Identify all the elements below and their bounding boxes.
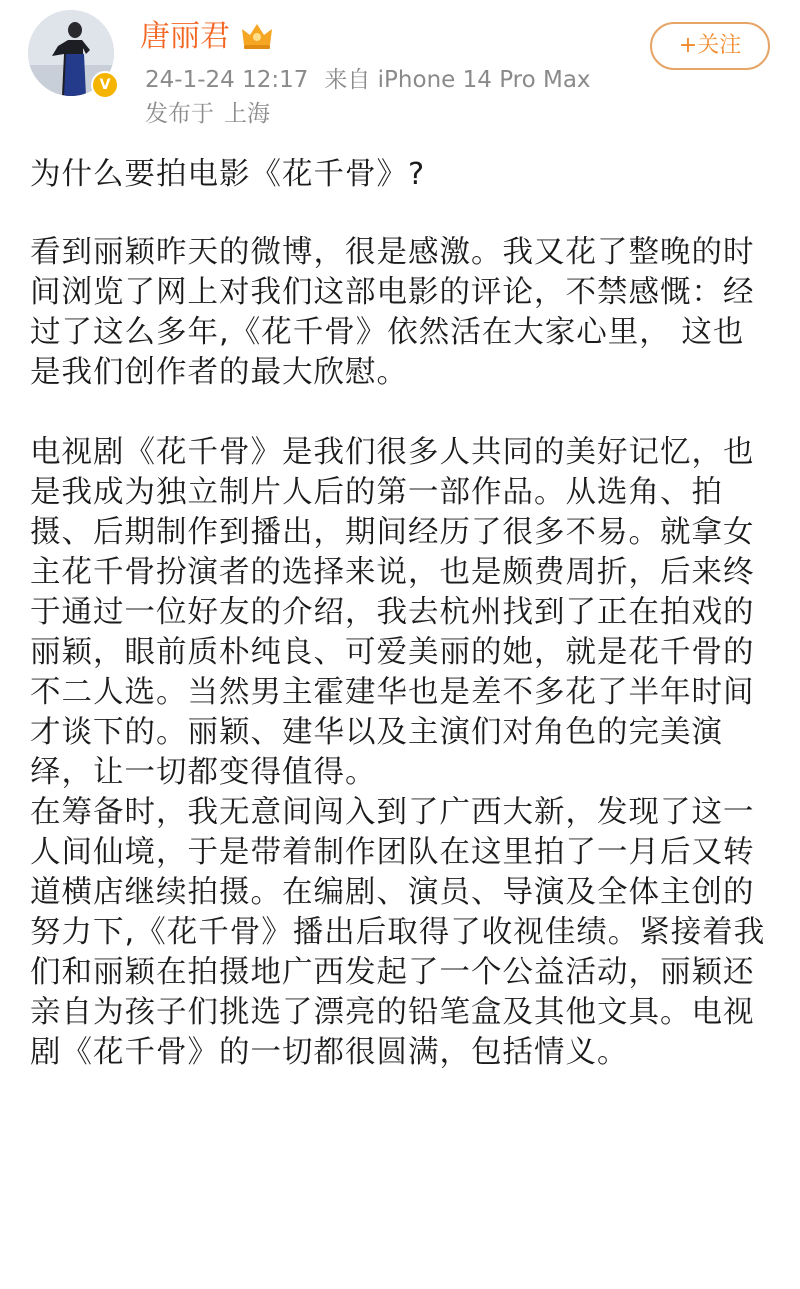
follow-button[interactable]: +关注	[650, 22, 770, 70]
crown-icon	[240, 21, 274, 51]
location-city: 上海	[224, 101, 270, 127]
location-label: 发布于	[145, 101, 214, 127]
post-header	[0, 0, 800, 140]
verified-badge-icon: V	[91, 71, 119, 99]
post-content	[30, 155, 770, 1073]
author-name[interactable]: 唐丽君	[140, 19, 230, 54]
post-paragraph: 电视剧《花千骨》是我们很多人共同的美好记忆，也是我成为独立制片人后的第一部作品。从选角、拍摄、后期制作到播出，期间经历了很多不易。就拿女主花千骨扮演者的选择来说，也是颇费周折，后来终于通过一位好友的介绍，我去杭州找到了正在拍戏的丽颖，眼前质朴纯良、可爱美丽的她，就是花千骨的不二人选。当然男主霍建华也是差不多花了半年时间才谈下的。丽颖、建华以及主演们对角色的完美演绎，让一切都变得值得。	[30, 435, 755, 790]
post-meta	[145, 66, 591, 94]
post-location	[145, 100, 270, 128]
post-paragraph: 看到丽颖昨天的微博，很是感激。我又花了整晚的时间浏览了网上对我们这部电影的评论，不禁感慨：经过了这么多年,《花千骨》依然活在大家心里， 这也是我们创作者的最大欣慰。	[30, 235, 755, 390]
post-question: 为什么要拍电影《花千骨》?	[30, 157, 426, 192]
post-timestamp: 24-1-24 12:17	[145, 67, 309, 93]
post-paragraph: 在筹备时，我无意间闯入到了广西大新，发现了这一人间仙境，于是带着制作团队在这里拍了一月后又转道横店继续拍摄。在编剧、演员、导演及全体主创的努力下,《花千骨》播出后取得了收视佳绩。紧接着我们和丽颖在拍摄地广西发起了一个公益活动，丽颖还亲自为孩子们挑选了漂亮的铅笔盒及其他文具。电视剧《花千骨》的一切都很圆满，包括情义。	[30, 795, 766, 1070]
post-source: 来自 iPhone 14 Pro Max	[324, 67, 591, 93]
